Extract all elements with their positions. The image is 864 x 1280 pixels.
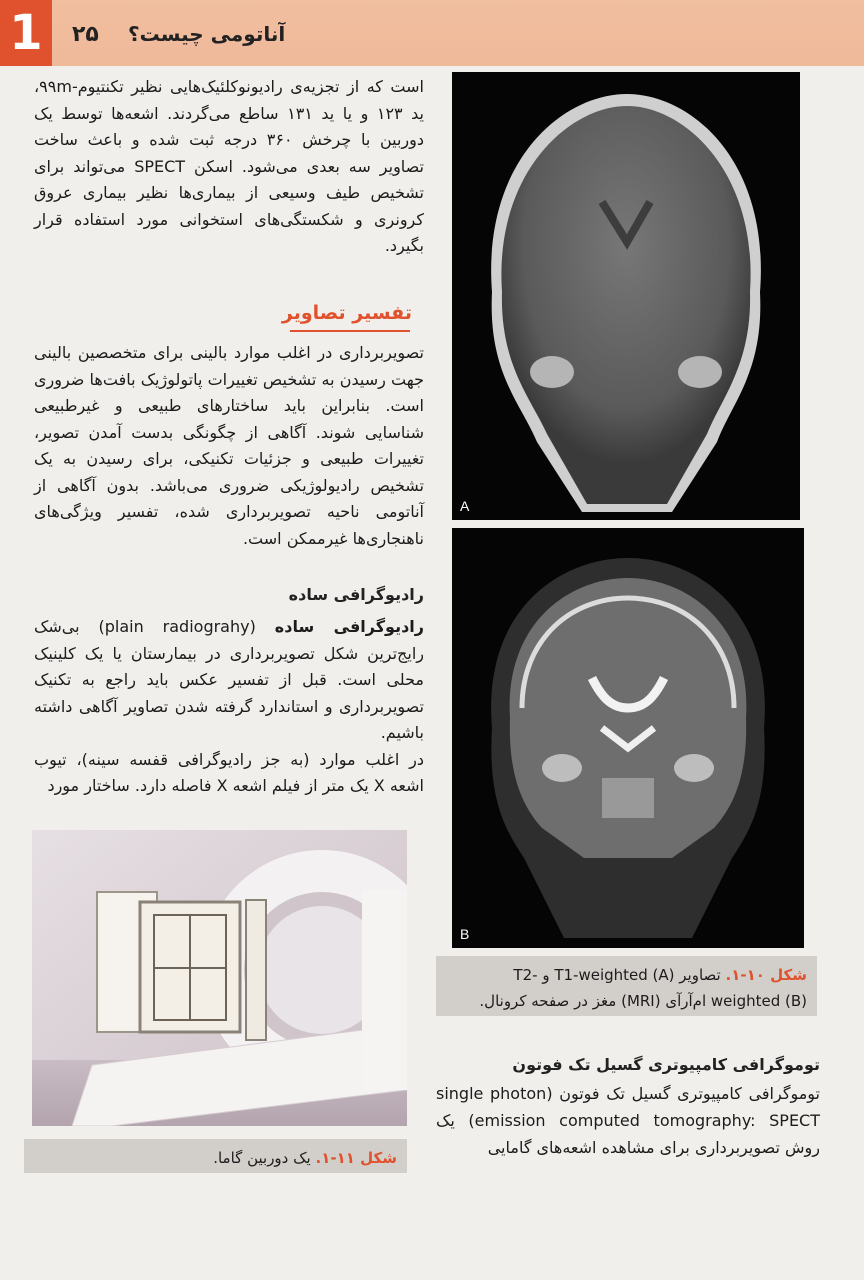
plain-radiography-paragraph-2: در اغلب موارد (به جز رادیوگرافی قفسه سینه)، تیوب اشعه X یک متر از فیلم اشعه X فاصله دارد. ساختار مورد bbox=[34, 749, 424, 795]
mri-t2-coronal-image bbox=[452, 528, 804, 948]
mri-t2-illustration bbox=[452, 528, 804, 948]
section-heading-image-interpretation: تفسیر تصاویر bbox=[281, 302, 412, 324]
figure-11-caption bbox=[24, 1139, 407, 1173]
panel-b-label: B bbox=[460, 926, 470, 942]
gamma-camera-photo bbox=[32, 830, 407, 1126]
plain-radiography-text: (plain radiograhy) بی‌شک رایج‌ترین شکل تصویربرداری در بیمارستان یا یک کلینیک محلی است. قبل از تفسیر عکس باید راجع به تکنیک تصویربرداری و استاندارد گرفته شدن تصاویر آگاهی داشته باشیم. bbox=[34, 617, 424, 742]
section-underline bbox=[290, 330, 410, 332]
chapter-number: 1 bbox=[0, 0, 52, 66]
sub-heading-plain-radiography: رادیوگرافی ساده bbox=[288, 585, 424, 604]
image-interpretation-paragraph: تصویربرداری در اغلب موارد بالینی برای متخصصین بالینی جهت رسیدن به تشخیص تغییرات پاتولوژیک بافت‌ها ضروری است. بنابراین باید ساختارهای طبیعی و غیرطبیعی شناسایی شوند. آگاهی از چگونگی بدست آمدن تصویر، تغییرات طبیعی و جزئیات تکنیکی، برای رسیدن به یک تشخیص رادیولوژیکی ضروری می‌باشد. بدون آگاهی از آناتومی ناحیه تصویربرداری شده، تفسیر ویژگی‌های ناهنجاری‌ها غیرممکن است. bbox=[34, 343, 424, 548]
mri-t1-coronal-image bbox=[452, 72, 800, 520]
panel-a-label: A bbox=[460, 498, 470, 514]
figure-10-text: تصاویر T1-weighted (A) و T2-weighted (B) ام‌آر‌آی (MRI) مغز در صفحه کرونال. bbox=[479, 966, 807, 1010]
figure-10-caption bbox=[436, 956, 817, 1016]
mri-t1-illustration bbox=[452, 72, 800, 520]
sub-heading-spect: توموگرافی کامپیوتری گسیل تک فوتون bbox=[512, 1055, 820, 1074]
plain-radiography-paragraph bbox=[34, 614, 424, 800]
running-title: آناتومی چیست؟ bbox=[128, 22, 286, 46]
figure-10-label: شکل ۱۰-۱. bbox=[725, 966, 807, 984]
plain-radiography-term: رادیوگرافی ساده bbox=[274, 617, 424, 636]
figure-11-text: یک دوربین گاما. bbox=[213, 1149, 316, 1167]
page-number: ۲۵ bbox=[72, 22, 99, 47]
intro-paragraph: است که از تجزیه‌ی رادیونوکلئیک‌هایی نظیر تکنتیوم-۹۹m، ید ۱۲۳ و یا ید ۱۳۱ ساطع می‌گردند. اشعه‌ها توسط یک دوربین با چرخش ۳۶۰ درجه ثبت شده و باعث ساخت تصاویر سه بعدی می‌شود. اسکن SPECT می‌تواند برای تشخیص طیف وسیعی از بیماری‌ها نظیر بیماری عروق کرونری و شکستگی‌های استخوانی مورد استفاده قرار بگیرد. bbox=[34, 77, 425, 255]
page-header bbox=[0, 0, 864, 66]
figure-11-label: شکل ۱۱-۱. bbox=[315, 1149, 397, 1167]
gamma-camera-illustration bbox=[32, 830, 407, 1126]
spect-paragraph: توموگرافی کامپیوتری گسیل تک فوتون (single photon emission computed tomography: SPECT) یک روش تصویربرداری برای مشاهده اشعه‌های گامایی bbox=[436, 1084, 820, 1157]
